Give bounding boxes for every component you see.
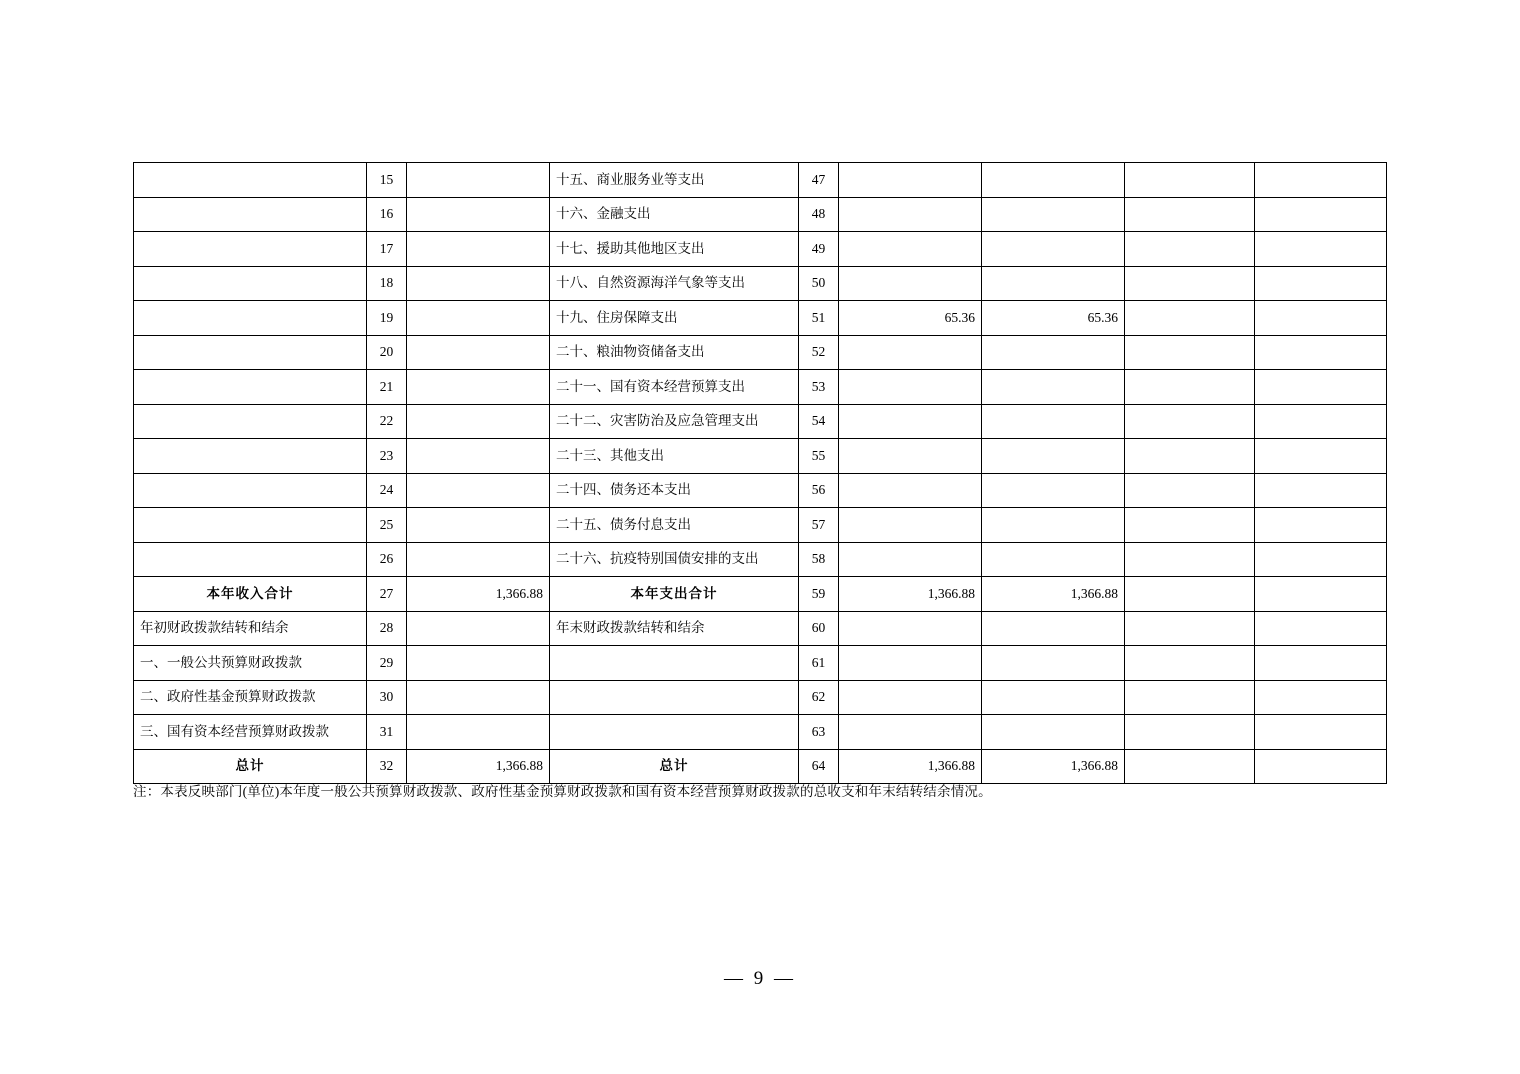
table-row bbox=[134, 646, 1387, 681]
row-left-value: 1,366.88 bbox=[407, 577, 550, 612]
row-right-label: 二十三、其他支出 bbox=[550, 439, 799, 474]
row-right-number: 59 bbox=[799, 577, 839, 612]
row-value-3 bbox=[1125, 404, 1255, 439]
row-right-number: 64 bbox=[799, 749, 839, 784]
row-left-value: 1,366.88 bbox=[407, 749, 550, 784]
row-value-4 bbox=[1255, 301, 1387, 336]
row-value-1: 1,366.88 bbox=[839, 749, 982, 784]
row-value-3 bbox=[1125, 646, 1255, 681]
row-right-label: 年末财政拨款结转和结余 bbox=[550, 611, 799, 646]
fiscal-appropriation-table bbox=[133, 162, 1387, 784]
table-row bbox=[134, 301, 1387, 336]
row-value-1 bbox=[839, 404, 982, 439]
row-value-3 bbox=[1125, 232, 1255, 267]
row-left-number: 31 bbox=[367, 715, 407, 750]
table-row bbox=[134, 542, 1387, 577]
row-left-value bbox=[407, 680, 550, 715]
row-value-4 bbox=[1255, 197, 1387, 232]
row-left-value bbox=[407, 508, 550, 543]
table-row bbox=[134, 715, 1387, 750]
row-right-label: 十七、援助其他地区支出 bbox=[550, 232, 799, 267]
row-value-3 bbox=[1125, 335, 1255, 370]
row-value-4 bbox=[1255, 715, 1387, 750]
row-left-number: 25 bbox=[367, 508, 407, 543]
row-value-2 bbox=[982, 197, 1125, 232]
row-left-label: 二、政府性基金预算财政拨款 bbox=[134, 680, 367, 715]
row-left-number: 17 bbox=[367, 232, 407, 267]
page-number: — 9 — bbox=[724, 968, 796, 989]
row-right-number: 56 bbox=[799, 473, 839, 508]
table-row bbox=[134, 266, 1387, 301]
row-value-2 bbox=[982, 266, 1125, 301]
table-row bbox=[134, 473, 1387, 508]
row-value-2 bbox=[982, 680, 1125, 715]
row-right-label bbox=[550, 646, 799, 681]
table-row bbox=[134, 439, 1387, 474]
row-right-label: 二十二、灾害防治及应急管理支出 bbox=[550, 404, 799, 439]
row-value-1 bbox=[839, 542, 982, 577]
row-left-value bbox=[407, 646, 550, 681]
row-value-1 bbox=[839, 232, 982, 267]
row-left-label bbox=[134, 404, 367, 439]
row-value-3 bbox=[1125, 163, 1255, 198]
row-value-4 bbox=[1255, 646, 1387, 681]
row-right-number: 62 bbox=[799, 680, 839, 715]
row-value-4 bbox=[1255, 508, 1387, 543]
row-value-2 bbox=[982, 335, 1125, 370]
row-left-label bbox=[134, 266, 367, 301]
row-value-3 bbox=[1125, 473, 1255, 508]
row-value-1 bbox=[839, 680, 982, 715]
row-value-3 bbox=[1125, 508, 1255, 543]
row-value-3 bbox=[1125, 301, 1255, 336]
row-left-number: 15 bbox=[367, 163, 407, 198]
row-left-value bbox=[407, 197, 550, 232]
row-value-1 bbox=[839, 473, 982, 508]
row-value-2 bbox=[982, 715, 1125, 750]
table-row bbox=[134, 680, 1387, 715]
row-left-number: 23 bbox=[367, 439, 407, 474]
row-value-2 bbox=[982, 370, 1125, 405]
row-left-value bbox=[407, 335, 550, 370]
row-right-label: 总计 bbox=[550, 749, 799, 784]
row-left-label bbox=[134, 370, 367, 405]
table-body bbox=[134, 163, 1387, 784]
row-value-4 bbox=[1255, 439, 1387, 474]
row-value-3 bbox=[1125, 439, 1255, 474]
row-value-4 bbox=[1255, 232, 1387, 267]
row-left-label bbox=[134, 301, 367, 336]
row-right-number: 52 bbox=[799, 335, 839, 370]
row-value-3 bbox=[1125, 611, 1255, 646]
financial-table-container bbox=[133, 162, 1386, 784]
row-value-4 bbox=[1255, 680, 1387, 715]
row-left-number: 24 bbox=[367, 473, 407, 508]
row-right-number: 60 bbox=[799, 611, 839, 646]
row-left-label bbox=[134, 232, 367, 267]
row-right-number: 50 bbox=[799, 266, 839, 301]
row-left-number: 18 bbox=[367, 266, 407, 301]
row-value-1: 65.36 bbox=[839, 301, 982, 336]
row-value-2 bbox=[982, 163, 1125, 198]
table-row bbox=[134, 749, 1387, 784]
row-left-number: 22 bbox=[367, 404, 407, 439]
row-right-number: 49 bbox=[799, 232, 839, 267]
row-left-label bbox=[134, 473, 367, 508]
row-right-number: 54 bbox=[799, 404, 839, 439]
row-value-3 bbox=[1125, 197, 1255, 232]
row-left-label bbox=[134, 163, 367, 198]
row-value-4 bbox=[1255, 163, 1387, 198]
row-left-label: 本年收入合计 bbox=[134, 577, 367, 612]
row-left-label bbox=[134, 439, 367, 474]
table-row bbox=[134, 508, 1387, 543]
row-value-2: 1,366.88 bbox=[982, 749, 1125, 784]
row-value-2: 1,366.88 bbox=[982, 577, 1125, 612]
row-value-3 bbox=[1125, 715, 1255, 750]
row-value-1 bbox=[839, 335, 982, 370]
row-value-2 bbox=[982, 646, 1125, 681]
row-right-label: 二十六、抗疫特别国债安排的支出 bbox=[550, 542, 799, 577]
table-note: 注：本表反映部门(单位)本年度一般公共预算财政拨款、政府性基金预算财政拨款和国有资本经营预算财政拨款的总收支和年末结转结余情况。 bbox=[133, 784, 992, 799]
row-right-label bbox=[550, 715, 799, 750]
row-left-value bbox=[407, 301, 550, 336]
row-value-2 bbox=[982, 404, 1125, 439]
row-value-2 bbox=[982, 542, 1125, 577]
row-value-1 bbox=[839, 508, 982, 543]
row-right-number: 58 bbox=[799, 542, 839, 577]
table-row bbox=[134, 232, 1387, 267]
row-left-number: 27 bbox=[367, 577, 407, 612]
row-right-number: 61 bbox=[799, 646, 839, 681]
row-value-3 bbox=[1125, 749, 1255, 784]
row-value-1 bbox=[839, 197, 982, 232]
table-row bbox=[134, 404, 1387, 439]
row-value-1 bbox=[839, 611, 982, 646]
row-value-1 bbox=[839, 163, 982, 198]
row-right-number: 53 bbox=[799, 370, 839, 405]
row-value-4 bbox=[1255, 542, 1387, 577]
table-row bbox=[134, 163, 1387, 198]
row-left-number: 28 bbox=[367, 611, 407, 646]
row-right-label: 十八、自然资源海洋气象等支出 bbox=[550, 266, 799, 301]
row-right-number: 47 bbox=[799, 163, 839, 198]
row-value-2 bbox=[982, 439, 1125, 474]
row-value-4 bbox=[1255, 370, 1387, 405]
row-value-3 bbox=[1125, 542, 1255, 577]
table-row bbox=[134, 611, 1387, 646]
row-left-value bbox=[407, 439, 550, 474]
table-row bbox=[134, 197, 1387, 232]
table-row bbox=[134, 335, 1387, 370]
row-left-number: 29 bbox=[367, 646, 407, 681]
row-left-value bbox=[407, 163, 550, 198]
row-left-value bbox=[407, 232, 550, 267]
row-left-number: 32 bbox=[367, 749, 407, 784]
table-row bbox=[134, 370, 1387, 405]
row-left-label bbox=[134, 335, 367, 370]
row-value-3 bbox=[1125, 680, 1255, 715]
row-value-3 bbox=[1125, 577, 1255, 612]
row-value-4 bbox=[1255, 335, 1387, 370]
row-right-label bbox=[550, 680, 799, 715]
row-value-2 bbox=[982, 473, 1125, 508]
row-right-label: 十九、住房保障支出 bbox=[550, 301, 799, 336]
row-value-1 bbox=[839, 439, 982, 474]
row-left-value bbox=[407, 542, 550, 577]
row-right-number: 48 bbox=[799, 197, 839, 232]
row-left-value bbox=[407, 404, 550, 439]
row-right-label: 十六、金融支出 bbox=[550, 197, 799, 232]
row-right-label: 二十、粮油物资储备支出 bbox=[550, 335, 799, 370]
row-left-number: 30 bbox=[367, 680, 407, 715]
row-left-value bbox=[407, 370, 550, 405]
row-value-4 bbox=[1255, 749, 1387, 784]
row-left-label bbox=[134, 508, 367, 543]
row-right-label: 二十一、国有资本经营预算支出 bbox=[550, 370, 799, 405]
row-left-value bbox=[407, 611, 550, 646]
row-value-2 bbox=[982, 611, 1125, 646]
row-left-label: 三、国有资本经营预算财政拨款 bbox=[134, 715, 367, 750]
row-value-2 bbox=[982, 508, 1125, 543]
row-value-4 bbox=[1255, 473, 1387, 508]
row-left-value bbox=[407, 266, 550, 301]
row-right-number: 51 bbox=[799, 301, 839, 336]
row-value-4 bbox=[1255, 577, 1387, 612]
row-left-label: 总计 bbox=[134, 749, 367, 784]
row-value-1 bbox=[839, 370, 982, 405]
row-value-2: 65.36 bbox=[982, 301, 1125, 336]
row-right-label: 二十五、债务付息支出 bbox=[550, 508, 799, 543]
row-left-label bbox=[134, 542, 367, 577]
row-left-label: 年初财政拨款结转和结余 bbox=[134, 611, 367, 646]
row-value-1 bbox=[839, 266, 982, 301]
row-left-number: 16 bbox=[367, 197, 407, 232]
row-left-number: 21 bbox=[367, 370, 407, 405]
table-row bbox=[134, 577, 1387, 612]
row-value-1 bbox=[839, 646, 982, 681]
row-left-number: 26 bbox=[367, 542, 407, 577]
row-right-label: 十五、商业服务业等支出 bbox=[550, 163, 799, 198]
row-value-3 bbox=[1125, 266, 1255, 301]
row-value-4 bbox=[1255, 611, 1387, 646]
row-left-number: 19 bbox=[367, 301, 407, 336]
row-right-number: 63 bbox=[799, 715, 839, 750]
row-right-label: 二十四、债务还本支出 bbox=[550, 473, 799, 508]
row-left-value bbox=[407, 715, 550, 750]
row-left-number: 20 bbox=[367, 335, 407, 370]
row-left-value bbox=[407, 473, 550, 508]
row-left-label: 一、一般公共预算财政拨款 bbox=[134, 646, 367, 681]
row-value-1 bbox=[839, 715, 982, 750]
row-value-1: 1,366.88 bbox=[839, 577, 982, 612]
row-right-number: 55 bbox=[799, 439, 839, 474]
row-value-2 bbox=[982, 232, 1125, 267]
row-value-3 bbox=[1125, 370, 1255, 405]
row-right-number: 57 bbox=[799, 508, 839, 543]
row-left-label bbox=[134, 197, 367, 232]
row-right-label: 本年支出合计 bbox=[550, 577, 799, 612]
row-value-4 bbox=[1255, 404, 1387, 439]
row-value-4 bbox=[1255, 266, 1387, 301]
